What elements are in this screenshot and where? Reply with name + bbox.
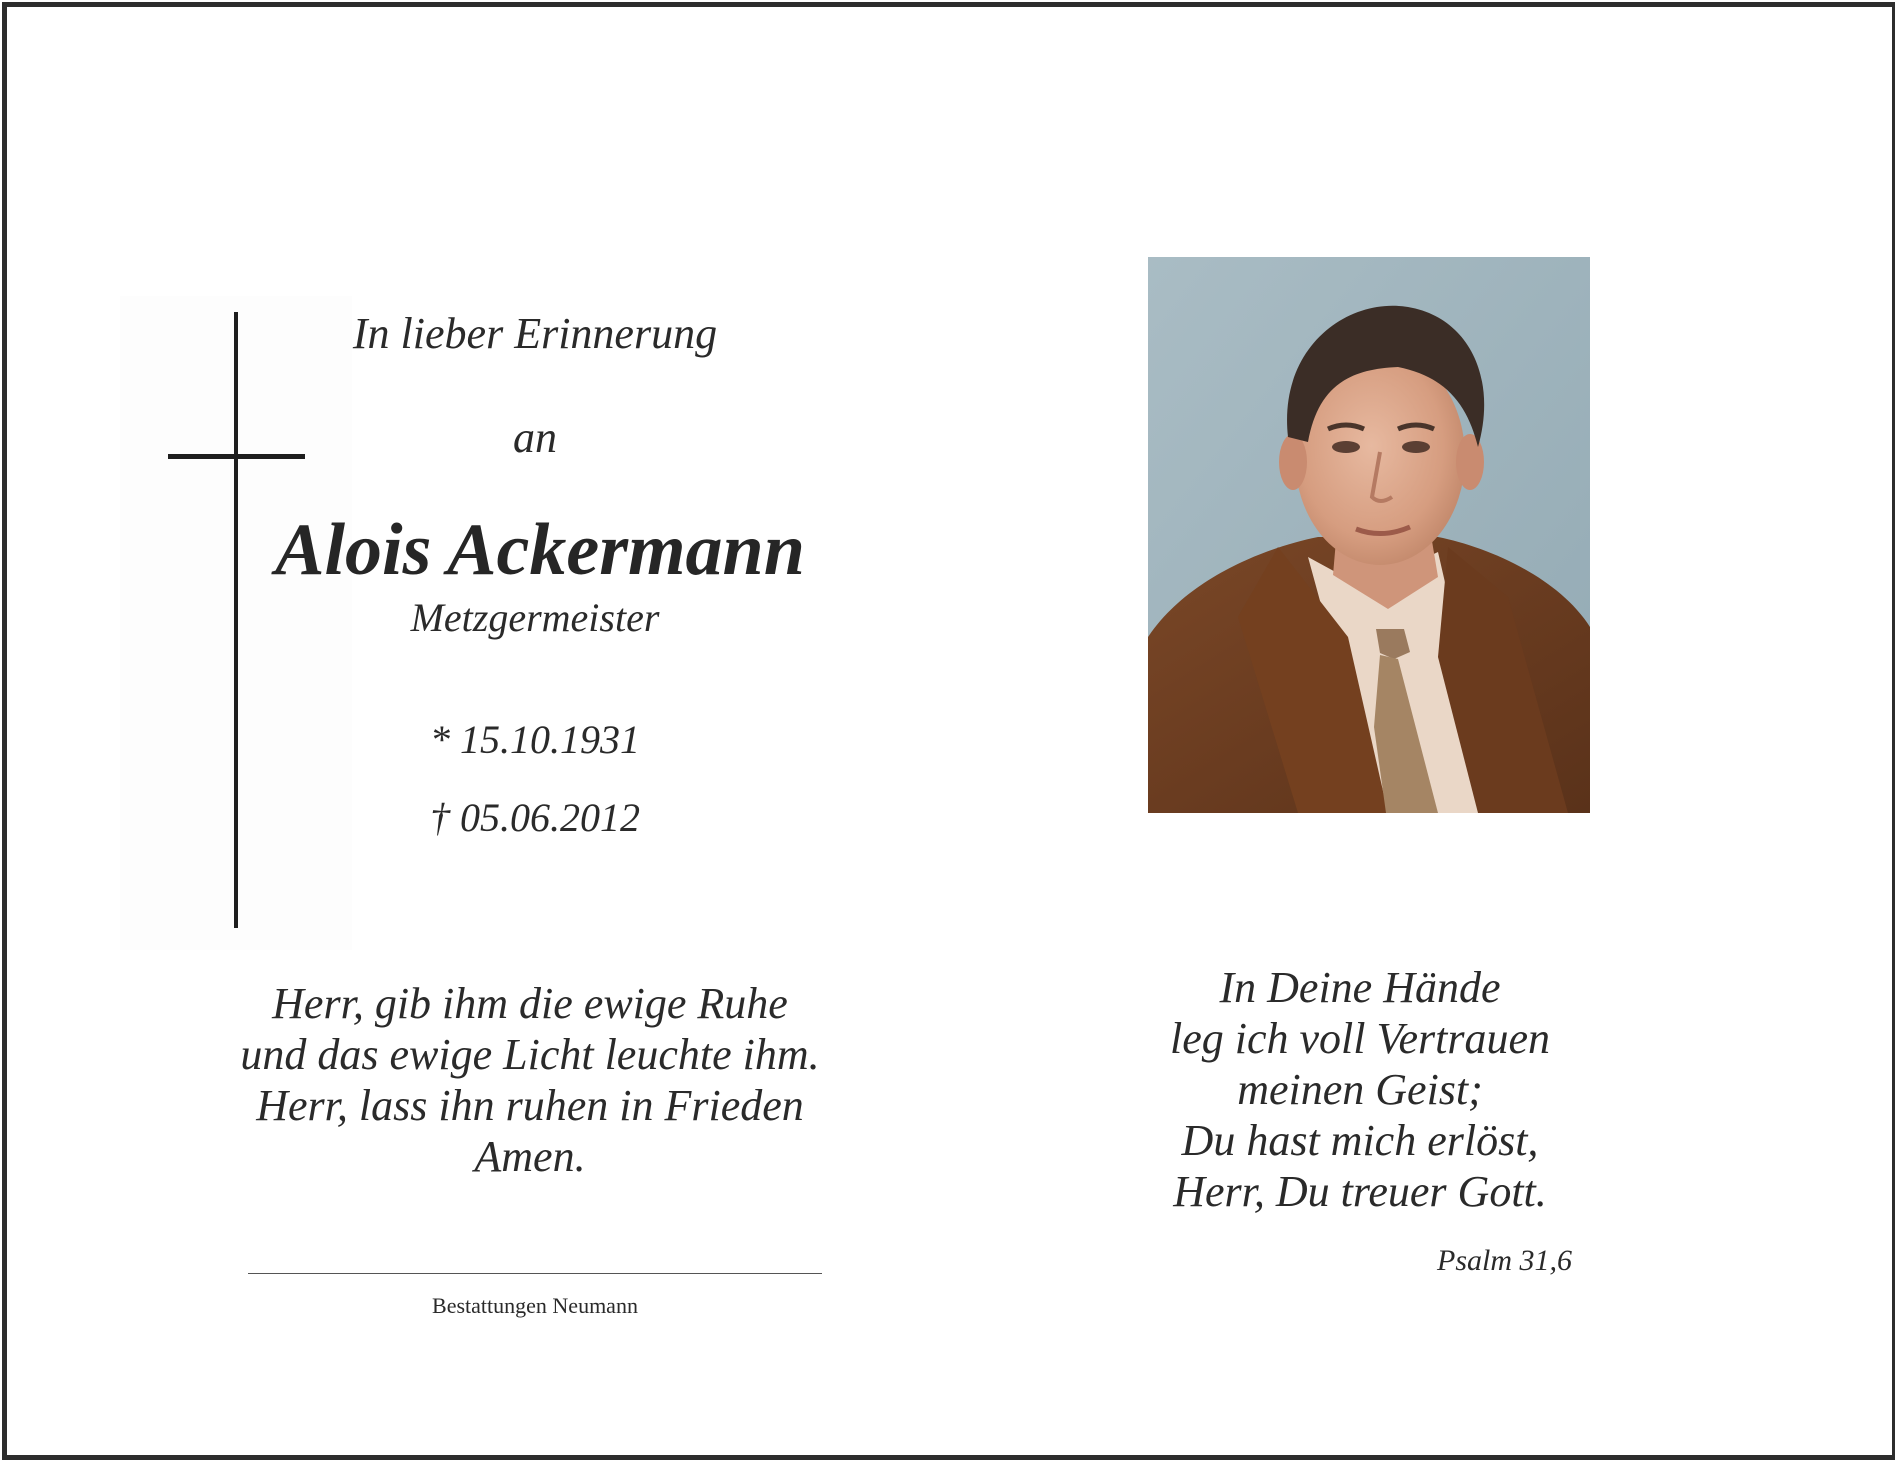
psalm-line: leg ich voll Vertrauen	[1169, 1014, 1550, 1063]
psalm-verse	[1110, 962, 1610, 1217]
prayer-line: Herr, gib ihm die ewige Ruhe	[272, 979, 788, 1028]
cross-vertical-bar	[234, 312, 238, 928]
psalm-line: Du hast mich erlöst,	[1181, 1116, 1539, 1165]
psalm-line: Herr, Du treuer Gott.	[1173, 1167, 1547, 1216]
prayer-line: Amen.	[474, 1132, 586, 1181]
birth-date: * 15.10.1931	[430, 717, 640, 762]
deceased-occupation: Metzgermeister	[410, 595, 660, 640]
psalm-line: In Deine Hände	[1219, 963, 1501, 1012]
prayer-line: Herr, lass ihn ruhen in Frieden	[256, 1081, 804, 1130]
funeral-home-name: Bestattungen Neumann	[432, 1293, 638, 1318]
psalm-line: meinen Geist;	[1237, 1065, 1483, 1114]
memorial-intro-an: an	[513, 413, 557, 462]
cross-horizontal-bar	[168, 454, 305, 459]
death-date: † 05.06.2012	[430, 795, 640, 840]
portrait-photo	[1148, 257, 1590, 813]
psalm-reference: Psalm 31,6	[1437, 1244, 1572, 1277]
footer-divider	[248, 1273, 822, 1274]
prayer-text	[190, 978, 870, 1182]
prayer-line: und das ewige Licht leuchte ihm.	[240, 1030, 820, 1079]
memorial-intro: In lieber Erinnerung	[352, 309, 718, 358]
deceased-name: Alois Ackermann	[275, 509, 805, 591]
